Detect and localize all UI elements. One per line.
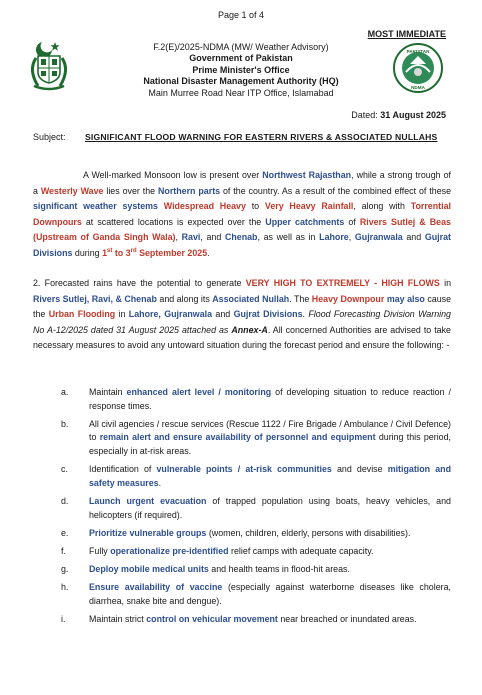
list-marker: h. — [61, 582, 69, 593]
list-marker: i. — [61, 614, 66, 625]
highlight-span: Launch urgent evacuation — [89, 495, 207, 506]
list-item — [33, 463, 451, 490]
highlight-span: operationalize pre-identified — [110, 545, 229, 556]
highlight-span: Very Heavy Rainfall — [264, 201, 354, 212]
ndma-logo-icon — [392, 42, 444, 94]
text-span: A Well-marked Monsoon low is present over — [83, 170, 263, 180]
highlight-span: Westerly Wave — [40, 185, 104, 196]
ordinal-suffix: rd — [130, 248, 137, 254]
paragraph-2 — [33, 276, 451, 354]
text-span: and health teams in flood-hit areas. — [208, 564, 350, 575]
highlight-span: Associated Nullah — [212, 293, 290, 304]
text-span: during — [72, 247, 103, 258]
list-marker: g. — [61, 564, 69, 575]
list-marker: f. — [61, 545, 66, 556]
text-span: Fully — [89, 545, 111, 556]
text-span: . — [158, 477, 162, 488]
subject-text: SIGNIFICANT FLOOD WARNING FOR EASTERN RIVERS & ASSOCIATED NULLAHS — [85, 132, 438, 142]
highlight-span: Urban Flooding — [48, 309, 116, 320]
text-span: Maintain strict — [89, 614, 147, 625]
text-span: , — [175, 232, 182, 243]
highlight-span: Torrential Downpours — [33, 201, 451, 227]
highlight-span: Widespread Heavy — [163, 201, 246, 212]
highlight-span: Ensure availability of vaccine — [89, 582, 223, 593]
list-item — [33, 563, 451, 577]
text-span: . — [302, 309, 309, 320]
text-span: to — [245, 201, 265, 212]
text-span: , along with — [353, 201, 411, 212]
measures-list — [33, 386, 451, 631]
text-span: and — [212, 309, 234, 320]
text-span: cause the — [33, 293, 451, 320]
logo-bottom-text: NDMA — [411, 85, 425, 90]
paragraph-1 — [33, 168, 451, 262]
highlight-span: remain alert and ensure availability of personnel and equipment — [99, 432, 376, 443]
list-item — [33, 527, 451, 541]
subject-block — [33, 131, 451, 144]
list-marker: b. — [61, 418, 69, 429]
highlight-span: Rivers Sutlej & Beas (Upstream of Ganda Singh Wala) — [33, 216, 451, 243]
text-span: of trapped population using boats, heavy vehicles, and helicopters (if required). — [89, 495, 451, 520]
text-span: , and — [200, 232, 225, 243]
list-marker: c. — [61, 464, 68, 475]
list-item — [33, 418, 451, 459]
text-span: (especially against waterborne diseases like cholera, diarrhea, snake bite and dengue). — [89, 582, 451, 606]
date-label: Dated: — [351, 110, 381, 120]
priority-label: MOST IMMEDIATE — [367, 29, 446, 39]
text-span: lies over the — [103, 185, 158, 196]
text-span: Identification of — [89, 464, 157, 475]
highlight-span: may also — [386, 293, 425, 304]
highlight-span: Upper catchments — [265, 216, 345, 227]
list-item — [33, 495, 451, 522]
list-marker: a. — [61, 387, 69, 397]
list-item — [33, 581, 451, 608]
highlight-span: Rivers Sutlej, Ravi, & Chenab — [33, 293, 157, 304]
highlight-span: vulnerable points / at-risk communities — [156, 464, 332, 475]
text-span: . — [207, 247, 210, 258]
highlight-span: enhanced alert level / monitoring — [126, 387, 272, 397]
logo-top-text: PAKISTAN — [406, 49, 430, 54]
highlight-span: Gujranwala — [354, 232, 403, 243]
text-span: relief camps with adequate capacity. — [228, 545, 374, 556]
highlight-span: Northwest Rajasthan — [262, 170, 352, 180]
text-span: (women, children, elderly, persons with disabilities). — [206, 527, 411, 538]
text-span: during this period, especially in at-risk areas. — [89, 432, 452, 456]
text-span: September 2025 — [136, 247, 208, 258]
highlight-span: Chenab — [224, 232, 258, 243]
highlight-span: Gujrat Divisions — [33, 232, 451, 258]
text-span: , — [348, 232, 355, 243]
highlight-span: Prioritize vulnerable groups — [89, 527, 207, 538]
highlight-span: Gujrat Divisions — [233, 309, 303, 320]
address-line: Main Murree Road Near ITP Office, Islamabad — [148, 87, 334, 98]
subject-label: Subject: — [33, 132, 66, 142]
ordinal-suffix: st — [107, 248, 113, 254]
date-range-span — [102, 247, 210, 258]
highlight-span: control on vehicular movement — [146, 614, 278, 625]
pmo-line: Prime Minister's Office — [192, 64, 290, 75]
text-span: near breached or inundated areas. — [277, 614, 417, 625]
text-span: of the country. As a result of the combined effect of these — [220, 185, 452, 196]
text-span: and — [402, 232, 425, 243]
page-number: Page 1 of 4 — [217, 10, 265, 20]
text-span: 2. Forecasted rains have the potential to generate — [33, 278, 246, 288]
text-span: to 3 — [112, 247, 131, 258]
text-span: All civil agencies / rescue services (Rescue 1122 / Fire Brigade / Ambulance / Civil Defence) to — [89, 418, 451, 443]
reference-number: F.2(E)/2025-NDMA (MW/ Weather Advisory) — [153, 42, 329, 52]
highlight-span: VERY HIGH TO EXTREMELY - HIGH FLOWS — [245, 278, 440, 288]
highlight-span: Heavy Downpour — [311, 293, 385, 304]
highlight-span: mitigation and safety measures — [89, 464, 451, 488]
text-span: in — [439, 278, 452, 288]
highlight-span: Northern parts — [158, 185, 221, 196]
text-span: . The — [289, 293, 312, 304]
text-span: and devise — [331, 464, 388, 475]
highlight-span: significant weather systems — [33, 201, 158, 212]
highlight-span: Lahore — [319, 232, 349, 243]
text-span: 1 — [102, 247, 108, 258]
date-value: 31 August 2025 — [380, 110, 446, 120]
list-marker: e. — [61, 527, 69, 538]
highlight-span: Deploy mobile medical units — [89, 564, 209, 575]
list-marker: d. — [61, 495, 69, 506]
italic-span: Flood Forecasting Division Warning No A-12/2025 dated 31 August 2025 attached as — [33, 309, 451, 335]
highlight-span: Ravi — [181, 232, 201, 243]
list-item — [33, 613, 451, 627]
text-span: , while a strong trough of a — [33, 170, 452, 196]
date-line — [351, 110, 446, 120]
annex-label: Annex-A — [231, 324, 268, 335]
text-span: at scattered locations is expected over the — [81, 216, 266, 227]
text-span: in — [115, 309, 129, 320]
list-item — [33, 386, 451, 413]
government-line: Government of Pakistan — [189, 53, 293, 64]
highlight-span: Lahore, Gujranwala — [128, 309, 213, 320]
text-span: . All concerned Authorities are advised to take necessary measures to avoid any untoward situation during the forecast period and ensure the following: - — [33, 324, 451, 351]
list-item — [33, 545, 451, 559]
text-span: of developing situation to reduce reaction / response times. — [89, 387, 451, 411]
text-span: , as well as in — [257, 232, 320, 243]
text-span: of — [344, 216, 360, 227]
text-span: Maintain — [89, 387, 127, 397]
text-span: and along its — [156, 293, 213, 304]
ndma-line: National Disaster Management Authority (HQ) — [143, 76, 339, 87]
